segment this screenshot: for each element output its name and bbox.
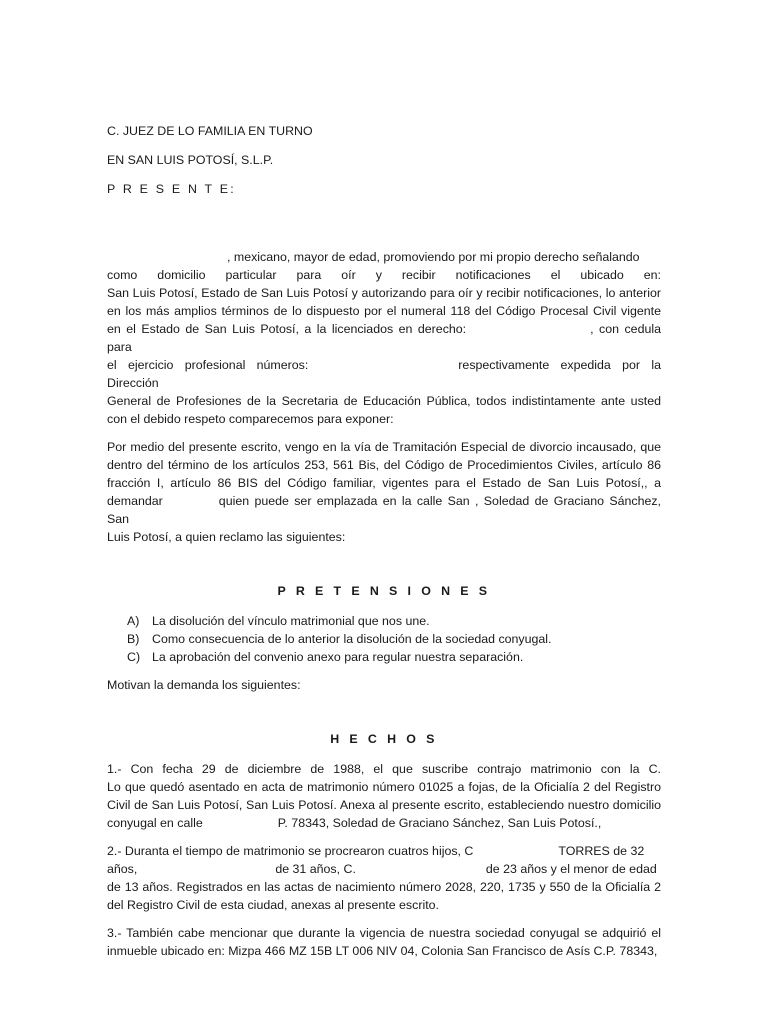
intro-paragraph — [107, 248, 661, 428]
motivan-line: Motivan la demanda los siguientes: — [107, 678, 301, 692]
intro-line-5a: en el Estado de San Luis Potosí, a la licenciados en derecho: — [107, 322, 467, 336]
addressee: C. JUEZ DE LO FAMILIA EN TURNO — [107, 124, 313, 138]
hecho-2-line-3: de 13 años. Registrados en las actas de nacimiento número 2028, 220, 1735 y 550 de la Oficialía 2 — [107, 880, 661, 894]
body-line-3: fracción I, artículo 86 BIS del Código familiar, vigentes para el Estado de San Luis Potosí,, a — [107, 476, 661, 490]
list-item — [127, 612, 661, 630]
hecho-2-line-1b: TORRES de 32 — [558, 844, 645, 858]
body-line-4b: quien puede ser emplazada en la calle San , Soledad de Graciano Sánchez, San — [107, 494, 661, 526]
item-text: La disolución del vínculo matrimonial que nos une. — [152, 614, 430, 628]
item-label: B) — [127, 632, 140, 646]
addressee-location: EN SAN LUIS POTOSÍ, S.L.P. — [107, 153, 274, 167]
intro-line-7: General de Profesiones de la Secretaria de Educación Pública, todos indistintamente ante usted — [107, 394, 661, 408]
hecho-1 — [107, 760, 661, 832]
intro-line-2: como domicilio particular para oír y recibir notificaciones el ubicado en: — [107, 268, 661, 282]
hecho-1-line-1: 1.- Con fecha 29 de diciembre de 1988, el que suscribe contrajo matrimonio con la C. — [107, 762, 661, 776]
body-line-1: Por medio del presente escrito, vengo en la vía de Tramitación Especial de divorcio incausado, que — [107, 440, 661, 454]
intro-line-8: con el debido respeto comparecemos para exponer: — [107, 412, 394, 426]
pretensiones-list — [107, 612, 661, 666]
intro-line-1: , mexicano, mayor de edad, promoviendo por mi propio derecho señalando — [227, 250, 640, 264]
hecho-2-line-2a: años, — [107, 862, 138, 876]
hecho-1-line-3: Civil de San Luis Potosí, San Luis Potosí. Anexa al presente escrito, estableciendo nuestro domicilio — [107, 798, 661, 812]
hecho-3-line-2: inmueble ubicado en: Mizpa 466 MZ 15B LT 006 NIV 04, Colonia San Francisco de Asís C.P. 78343, — [107, 944, 658, 958]
hecho-2-line-4: del Registro Civil de esta ciudad, anexas al presente escrito. — [107, 898, 439, 912]
intro-line-3: San Luis Potosí, Estado de San Luis Potosí y autorizando para oír y recibir notificaciones, lo anterior — [107, 286, 661, 300]
hecho-2 — [107, 842, 661, 914]
hecho-2-line-2b: de 31 años, C. — [275, 862, 356, 876]
list-item — [127, 648, 661, 666]
body-line-2: dentro del término de los artículos 253, 561 Bis, del Código de Procedimientos Civiles, artículo 86 — [107, 458, 661, 472]
hecho-1-line-2: Lo que quedó asentado en acta de matrimonio número 01025 a fojas, de la Oficialía 2 del Registro — [107, 780, 661, 794]
intro-line-6a: el ejercicio profesional números: — [107, 358, 309, 372]
presente: P R E S E N T E: — [107, 182, 236, 196]
body-line-4a: demandar — [107, 494, 163, 508]
hecho-2-line-2c: de 23 años y el menor de edad — [485, 862, 657, 876]
intro-line-5b: , con cedula para — [107, 322, 661, 354]
hecho-3 — [107, 924, 661, 960]
list-item — [127, 630, 661, 648]
item-text: Como consecuencia de lo anterior la disolución de la sociedad conyugal. — [152, 632, 552, 646]
pretensiones-title: P R E T E N S I O N E S — [277, 584, 491, 598]
intro-line-4: en los más amplios términos de lo dispuesto por el numeral 118 del Código Procesal Civil vigente — [107, 304, 661, 318]
hecho-1-line-4a: conyugal en calle — [107, 816, 203, 830]
hecho-1-line-4b: P. 78343, Soledad de Graciano Sánchez, San Luis Potosí., — [277, 816, 602, 830]
item-label: C) — [127, 650, 141, 664]
hechos-title: H E C H O S — [330, 732, 438, 746]
intro-line-6b: respectivamente expedida por la Dirección — [107, 358, 661, 390]
item-text: La aprobación del convenio anexo para regular nuestra separación. — [152, 650, 524, 664]
body-paragraph — [107, 438, 661, 546]
body-line-5: Luis Potosí, a quien reclamo las siguientes: — [107, 530, 346, 544]
item-label: A) — [127, 614, 140, 628]
hecho-2-line-1a: 2.- Duranta el tiempo de matrimonio se procrearon cuatros hijos, C — [107, 844, 474, 858]
hecho-3-line-1: 3.- También cabe mencionar que durante la vigencia de nuestra sociedad conyugal se adquirió el — [107, 926, 661, 940]
